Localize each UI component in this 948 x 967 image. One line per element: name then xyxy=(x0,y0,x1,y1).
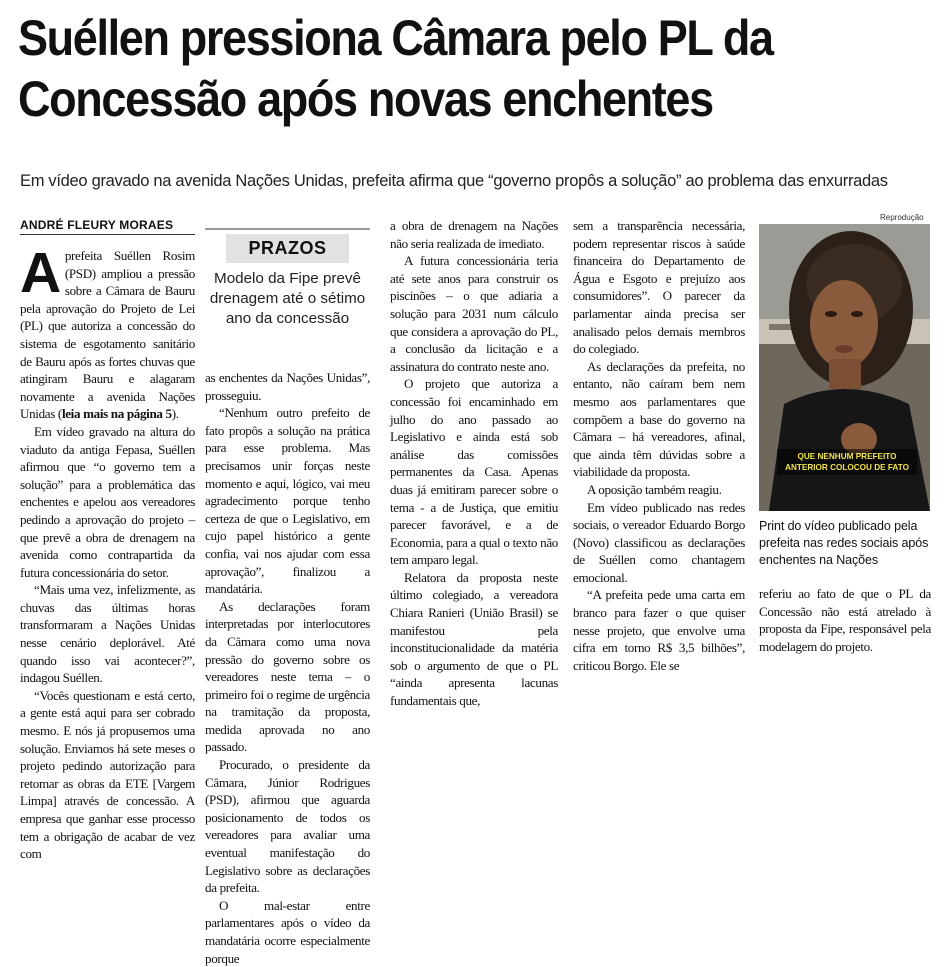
paragraph: O projeto que autoriza a concessão foi encaminhado em julho do ano passado ao Legislativo e ainda está sob análise das comissões permanentes da Casa. Apenas duas já emitiram parecer sobre o tema - a de Justiça, que emitiu parecer favorável, e a de Economia, para a qual o texto não tem amparo legal. xyxy=(390,376,558,568)
paragraph: a obra de drenagem na Nações não seria realizada de imediato. xyxy=(390,218,558,251)
video-subtitle-overlay: QUE NENHUM PREFEITO ANTERIOR COLOCOU DE FATO xyxy=(777,449,917,475)
subtitle: Em vídeo gravado na avenida Nações Unidas, prefeita afirma que “governo propôs a solução” ao problema das enxurradas xyxy=(20,172,888,190)
paragraph: O mal-estar entre parlamentares após o vídeo da mandatária ocorre especialmente porque xyxy=(205,897,370,966)
photo-caption: Print do vídeo publicado pela prefeita nas redes sociais após enchentes na Nações xyxy=(759,519,929,567)
box-text: Modelo da Fipe prevê drenagem até o sétimo ano da concessão xyxy=(209,270,366,327)
paragraph: “A prefeita pede uma carta em branco para fazer o que quiser nesse projeto, que envolve uma cifra em torno R$ 3,5 bilhões”, criticou Borgo. Ele se xyxy=(573,587,745,673)
paragraph: referiu ao fato de que o PL da Concessão não está atrelado à proposta da Fipe, responsável pela modelagem do projeto. xyxy=(759,586,931,654)
paragraph: “Mais uma vez, infelizmente, as chuvas das últimas horas transformaram a Nações Unidas nesse cenário deplorável. Até quando isso vai acontecer?”, indagou Suéllen. xyxy=(20,582,195,686)
headline: Suéllen pressiona Câmara pelo PL da Concessão após novas enchentes xyxy=(18,10,773,127)
column-1 xyxy=(20,241,195,863)
paragraph: as enchentes da Nações Unidas”, prosseguiu. xyxy=(205,370,370,403)
lead-text-end: ). xyxy=(171,406,179,422)
paragraph: “Vocês questionam e está certo, a gente está aqui para ser cobrado mesmo. E nós já propusemos uma solução. Enviamos há sete meses o projeto pedindo autorização para retomar as obras da ETE [Vargem Limpa] através de concessão. A empresa que ganhar esse processo tem a obrigação de acabar de vez com xyxy=(20,687,195,862)
paragraph: Procurado, o presidente da Câmara, Júnior Rodrigues (PSD), afirmou que aguarda posicionamento de todos os vereadores para avaliar uma eventual manifestação do Legislativo sobre as declarações da prefeita. xyxy=(205,757,370,896)
column-4 xyxy=(573,217,745,674)
box-tag: PRAZOS xyxy=(226,234,348,263)
paragraph xyxy=(20,241,195,423)
column-3 xyxy=(390,217,558,710)
column-2 xyxy=(205,369,370,967)
photo-credit: Reprodução xyxy=(880,213,924,222)
paragraph: sem a transparência necessária, podem representar riscos à saúde financeira do Departamento de Água e Esgoto e prejuízo aos consumidores”. O parecer da parlamentar ainda precisa ser analisado pelos demais membros do colegiado. xyxy=(573,218,745,357)
paragraph: As declarações da prefeita, no entanto, não caíram bem nem mesmo aos parlamentares que compõem a base do governo na Câmara – há vereadores, afinal, que ainda têm dúvidas sobre a viabilidade da proposta. xyxy=(573,358,745,480)
lead-text: prefeita Suéllen Rosim (PSD) ampliou a pressão sobre a Câmara de Bauru pela aprovação do Projeto de Lei (PL) que autoriza a concessão do sistema de esgotamento sanitário de Bauru após as fortes chuvas que atingiram Bauru e alagaram novamente a avenida Nações Unidas ( xyxy=(20,248,195,422)
paragraph: Relatora da proposta neste último colegiado, a vereadora Chiara Ranieri (União Brasil) se manifestou pela inconstitucionalidade da matéria sob o argumento de que o PL “ainda apresenta lacunas fundamentais que, xyxy=(390,569,558,709)
paragraph: As declarações foram interpretadas por interlocutores da Câmara como uma nova pressão do governo sobre os vereadores neste tema – o primeiro foi o regime de urgência na tramitação da proposta, medida aprovada no ano passado. xyxy=(205,598,370,755)
paragraph: Em vídeo publicado nas redes sociais, o vereador Eduardo Borgo (Novo) classificou as declarações de Suéllen como chantagem emocional. xyxy=(573,499,745,585)
column-5 xyxy=(759,585,931,655)
page-reference: leia mais na página 5 xyxy=(61,406,172,422)
sidebar-box xyxy=(205,228,370,340)
paragraph: A oposição também reagiu. xyxy=(587,481,722,497)
drop-cap: A xyxy=(20,241,61,305)
byline: ANDRÉ FLEURY MORAES xyxy=(20,218,195,235)
paragraph: A futura concessionária teria até sete anos para construir os piscinões – o que adiaria a solução para 2031 num cálculo que considera a aprovação do PL, a conclusão da licitação e a assinatura do contrato neste ano. xyxy=(390,253,558,374)
paragraph: Em vídeo gravado na altura do viaduto da antiga Fepasa, Suéllen afirmou que “o governo tem a solução” para a problemática das enchentes e apelou aos vereadores pedindo a aprovação do projeto – que prevê a obra de drenagem na avenida como contrapartida da futura concessionária do setor. xyxy=(20,423,195,580)
paragraph: “Nenhum outro prefeito de fato propôs a solução na prática para esse problema. Mas precisamos unir forças neste momento e aqui, lógico, vai meu agradecimento porque tenho certeza de que o Legislativo, em cujo papel histórico a gente confia, vai nos ajudar com essa aprovação”, finalizou a mandatária. xyxy=(205,405,370,597)
